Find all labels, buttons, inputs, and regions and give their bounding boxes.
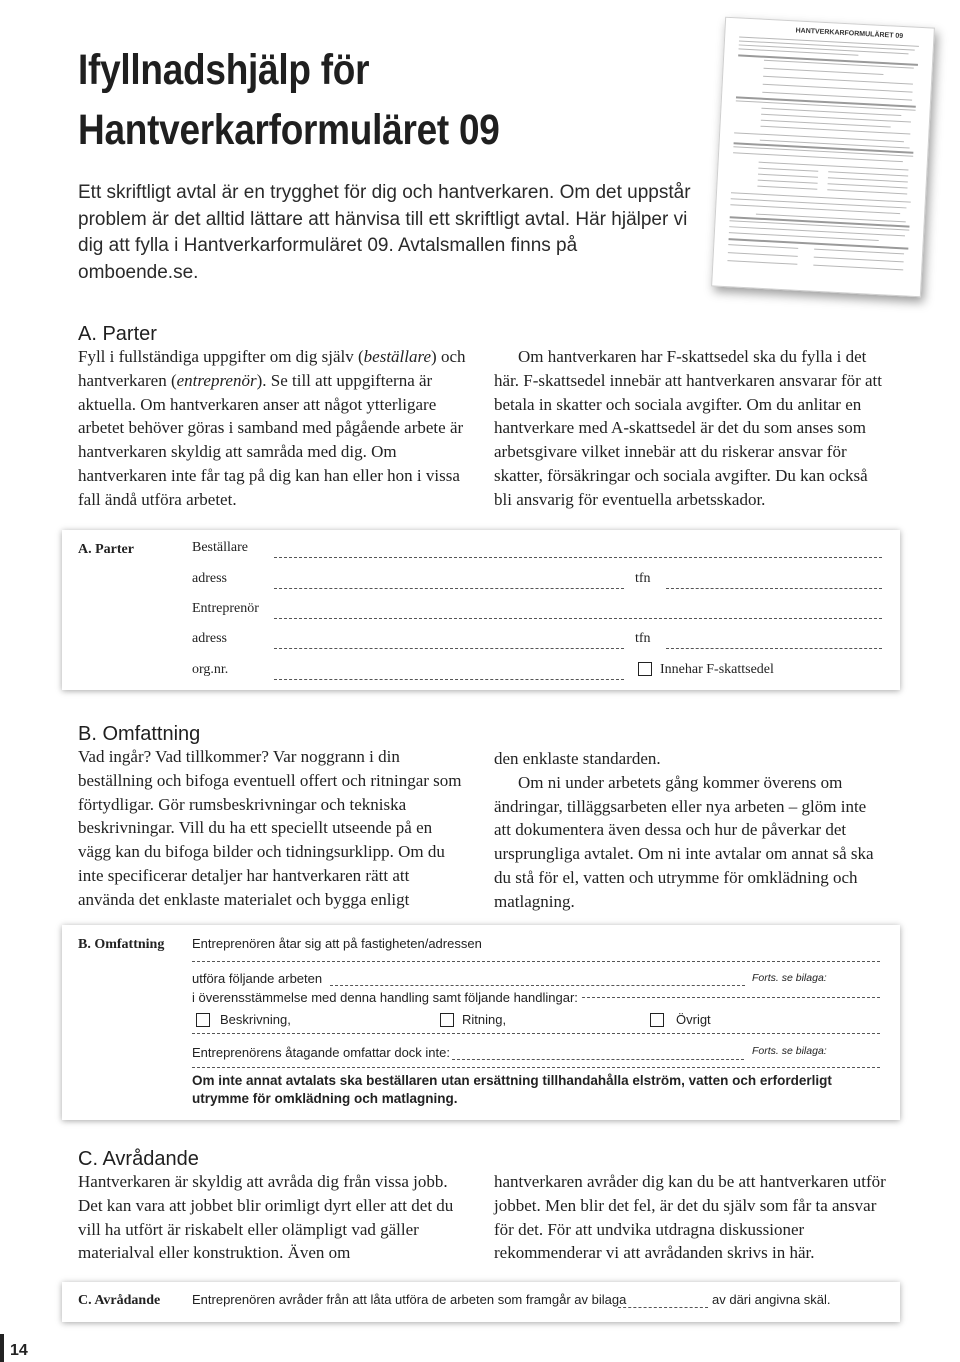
form-b-docs-label: i överensstämmelse med denna handling samt följande handlingar: — [192, 990, 582, 1005]
thumbnail-title: HANTVERKARFORMULÄRET 09 — [795, 27, 904, 41]
form-b-excluded-line — [452, 1059, 744, 1060]
form-b-note: Om inte annat avtalats ska beställaren utan ersättning tillhandahålla elström, vatten och erforderligt utrymme för omklädning och matlagning. — [192, 1073, 832, 1106]
thumbnail-text-line — [758, 174, 818, 178]
section-a-right-paragraph: Om hantverkaren har F-skattsedel ska du fylla i det här. F-skattsedel innebär att hantverkaren ansvarar för att betala in skatter och sociala avgifter. Om du anlitar en hantverkare med A-skattsedel är det du som anses som arbetsgivare vilket innebär att du riskerar ansvar för skatter, försäkringar och sociala avgifter. Du kan också bli ansvarig för eventuella arbetsskador. — [494, 347, 883, 509]
thumbnail-text-line — [813, 265, 903, 271]
thumbnail-text-line — [727, 260, 797, 265]
form-c-excerpt — [62, 1282, 900, 1322]
thumbnail-text-line — [828, 183, 908, 188]
form-c-heading: C. Avrådande — [78, 1293, 161, 1308]
tfn-label-2: tfn — [635, 631, 651, 646]
fskatt-checkbox[interactable] — [638, 662, 652, 676]
thumbnail-text-line — [814, 257, 904, 263]
ovrigt-label: Övrigt — [676, 1012, 711, 1027]
title-line-1: Ifyllnadshjälp för — [78, 46, 370, 94]
section-b-left-text: Vad ingår? Vad tillkommer? Var noggrann i din beställning och bifoga eventuell offert och ritningar som förtydligar. Gör rumsbeskrivningar och tekniska beskrivningar. Vill du ha ett speciellt utseende på en vägg kan du bifoga bilder och tidningsurklipp. Om du inte specificerar detaljer har hantverkaren rätt att använda det enklaste materialet och bygga enligt — [78, 747, 462, 909]
form-b-excerpt — [62, 925, 900, 1120]
form-b-forts-2: Forts. se bilaga: — [752, 1045, 827, 1057]
form-b-excluded-line-2 — [192, 1067, 880, 1068]
thumbnail-text-line — [757, 186, 817, 190]
form-c-text-1: Entreprenören avråder från att låta utföra de arbeten som framgår av bilaga — [192, 1292, 627, 1307]
orgnr-label: org.nr. — [192, 662, 229, 677]
section-a-italic-1: beställare — [363, 347, 432, 366]
ovrigt-checkbox[interactable] — [650, 1013, 664, 1027]
fskatt-label: Innehar F-skattsedel — [660, 662, 774, 677]
adress-label-2: adress — [192, 631, 227, 646]
section-b-right-p1: den enklaste standarden. — [494, 749, 661, 768]
form-b-excluded-label: Entreprenörens åtagande omfattar dock inte: — [192, 1045, 450, 1060]
thumbnail-rule — [729, 238, 909, 249]
form-b-docs-line — [192, 1033, 880, 1034]
orgnr-line — [274, 679, 624, 680]
thumbnail-text-line — [828, 171, 908, 176]
section-a-text-1: Fyll i fullständiga uppgifter om dig själv ( — [78, 347, 364, 366]
section-c-left-text: Hantverkaren är skyldig att avråda dig från vissa jobb. Det kan vara att jobbet blir orimligt dyrt eller att det du vill ha utfört är riskabelt eller olämpligt vad gäller materialval eller konstruktion. Även om — [78, 1172, 454, 1263]
adress-line-2 — [274, 648, 624, 649]
thumbnail-text-line — [728, 252, 798, 257]
thumbnail-text-line — [731, 192, 911, 202]
entreprenor-line — [274, 618, 882, 619]
section-a-heading: A. Parter — [78, 323, 157, 345]
form-a-excerpt — [62, 530, 900, 690]
form-thumbnail — [711, 17, 935, 298]
bestallare-line — [274, 557, 882, 558]
form-b-heading: B. Omfattning — [78, 937, 165, 952]
form-c-text-2: av däri angivna skäl. — [712, 1292, 831, 1307]
section-c-right-text: hantverkaren avråder dig kan du be att hantverkaren utför jobbet. Men blir det fel, är det du själv som får ta ansvar för det. För att undvika utdragna diskussioner rekommenderar vi att avrådanden skrivs in här. — [494, 1172, 886, 1263]
page-number: 14 — [10, 1342, 28, 1359]
section-b-right-p2: Om ni under arbetets gång kommer överens om ändringar, tilläggsarbeten eller nya arbeten – glöm inte att dokumentera även dessa och hur de påverkar det ursprungliga avtalet. Om ni inte avtalar om annat så ska du stå för el, vatten och utrymme för omklädning och matlagning. — [494, 772, 874, 911]
section-a-italic-2: entreprenör — [176, 370, 257, 390]
bestallare-label: Beställare — [192, 540, 248, 555]
thumbnail-text-line — [764, 68, 884, 75]
section-a-text-3: ). Se till att uppgifterna är aktuella. Om hantverkaren anser att något ytterligare arbetet behöver göras i samband med pågående arbete är hantverkaren skyldig att samråda med dig. Om hantverkaren inte får tag på dig kan han eller hon i vissa fall ändå utföra arbetet. — [78, 370, 464, 509]
thumbnail-text-line — [758, 180, 818, 184]
intro-paragraph: Ett skriftligt avtal är en trygghet för dig och hantverkaren. Om det uppstår problem är det alltid lättare att hänvisa till ett skriftligt avtal. Här hjälper vi dig att fylla i Hantverkarformuläret 09. Avtalsmallen finns på omboende.se. — [78, 182, 691, 283]
beskrivning-checkbox[interactable] — [196, 1013, 210, 1027]
section-a-right-text — [494, 345, 886, 512]
thumbnail-text-line — [763, 76, 913, 85]
form-c-bilaga-line — [618, 1307, 708, 1308]
form-b-work-label: utföra följande arbeten — [192, 971, 323, 986]
section-a-left-text — [78, 345, 466, 512]
section-a-text-2: ) och hantverkaren ( — [78, 347, 466, 390]
thumbnail-text-line — [827, 189, 907, 194]
tfn-line-1 — [666, 588, 882, 589]
page-edge-bar — [0, 1334, 4, 1362]
form-b-forts-1: Forts. se bilaga: — [752, 972, 827, 984]
form-b-work-line — [330, 985, 745, 986]
page-title — [78, 40, 611, 160]
entreprenor-label: Entreprenör — [192, 601, 259, 616]
tfn-line-2 — [666, 648, 882, 649]
thumbnail-text-line — [814, 249, 904, 255]
section-b-right-text — [494, 747, 886, 914]
form-b-address-line — [192, 961, 880, 962]
adress-line-1 — [274, 588, 624, 589]
thumbnail-lines — [726, 18, 934, 29]
section-b-heading: B. Omfattning — [78, 723, 201, 745]
thumbnail-text-line — [758, 168, 818, 172]
beskrivning-label: Beskrivning, — [220, 1012, 291, 1027]
adress-label-1: adress — [192, 571, 227, 586]
thumbnail-text-line — [763, 84, 913, 93]
thumbnail-text-line — [828, 177, 908, 182]
ritning-checkbox[interactable] — [440, 1013, 454, 1027]
title-line-2: Hantverkarformuläret 09 — [78, 106, 500, 154]
form-b-address-label: Entreprenören åtar sig att på fastigheten/adressen — [192, 936, 482, 951]
form-a-heading: A. Parter — [78, 542, 134, 557]
section-c-heading: C. Avrådande — [78, 1148, 199, 1170]
tfn-label-1: tfn — [635, 571, 651, 586]
thumbnail-text-line — [734, 132, 904, 142]
thumbnail-text-line — [728, 244, 798, 249]
ritning-label: Ritning, — [462, 1012, 507, 1027]
